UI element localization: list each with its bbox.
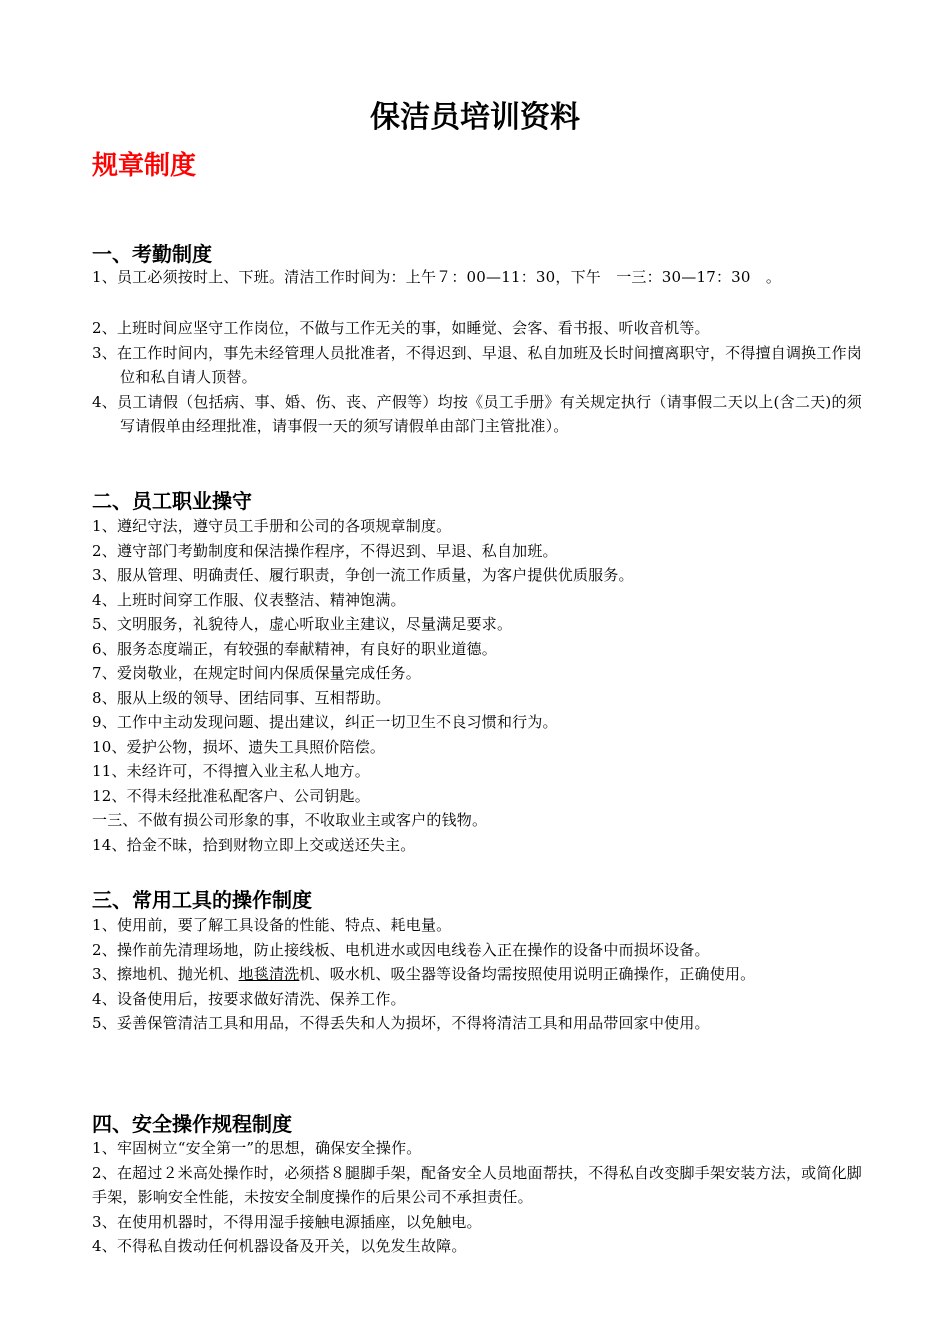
- attendance-rules-list: [92, 265, 862, 290]
- tool-rules-list: [92, 913, 862, 1036]
- list-item: 3、服从管理、明确责任、履行职责，争创一流工作质量，为客户提供优质服务。: [92, 566, 634, 584]
- section-heading-safety-rules: 四、安全操作规程制度: [92, 1112, 292, 1136]
- list-item: 2、在超过２米高处操作时，必须搭８腿脚手架，配备安全人员地面帮扶，不得私自改变脚手架安装方法，或简化脚手架，影响安全性能，未按安全制度操作的后果公司不承担责任。: [92, 1163, 862, 1206]
- section-heading-professional-conduct: 二、员工职业操守: [92, 489, 252, 513]
- safety-rules-list: [92, 1136, 862, 1259]
- document-title: 保洁员培训资料: [370, 100, 580, 135]
- section-heading-tool-operation: 三、常用工具的操作制度: [92, 888, 312, 912]
- list-item: 一三、不做有损公司形象的事，不收取业主或客户的钱物。: [92, 811, 488, 829]
- list-item: 1、遵纪守法，遵守员工手册和公司的各项规章制度。: [92, 517, 452, 535]
- underlined-term: 地毯清洗: [238, 965, 300, 983]
- list-item: 7、爱岗敬业，在规定时间内保质保量完成任务。: [92, 664, 421, 682]
- list-item: 4、员工请假（包括病、事、婚、伤、丧、产假等）均按《员工手册》有关规定执行（请事假二天以上(含二天)的须写请假单由经理批准，请事假一天的须写请假单由部门主管批准）。: [92, 392, 862, 435]
- list-item: 12、不得未经批准私配客户、公司钥匙。: [92, 786, 370, 805]
- list-item: [92, 962, 862, 987]
- list-item-text: 机、吸水机、吸尘器等设备均需按照使用说明正确操作，正确使用。: [299, 965, 756, 983]
- list-item: 3、在使用机器时，不得用湿手接触电源插座，以免触电。: [92, 1212, 482, 1231]
- attendance-rules-list-continued: [92, 316, 862, 439]
- list-item: 1、员工必须按时上、下班。清洁工作时间为：上午７：00—11：30，下午 一三：30—17：30 。: [92, 268, 782, 286]
- list-item: 14、拾金不昧，拾到财物立即上交或送还失主。: [92, 835, 416, 854]
- list-item: 3、在工作时间内，事先未经管理人员批准者，不得迟到、早退、私自加班及长时间擅离职守，不得擅自调换工作岗位和私自请人顶替。: [92, 343, 862, 386]
- list-item: 2、操作前先清理场地，防止接线板、电机进水或因电线卷入正在操作的设备中而损坏设备。: [92, 940, 710, 959]
- section-heading-attendance: 一、考勤制度: [92, 242, 212, 266]
- list-item: 1、牢固树立“安全第一”的思想，确保安全操作。: [92, 1139, 422, 1157]
- list-item: 9、工作中主动发现问题、提出建议，纠正一切卫生不良习惯和行为。: [92, 713, 558, 731]
- conduct-rules-list: [92, 514, 862, 857]
- list-item-text: 3、擦地机、抛光机、: [92, 965, 239, 983]
- list-item: 8、服从上级的领导、团结同事、互相帮助。: [92, 688, 391, 707]
- document-subtitle: 规章制度: [92, 151, 197, 181]
- list-item: 4、上班时间穿工作服、仪表整洁、精神饱满。: [92, 590, 406, 609]
- list-item: 2、上班时间应坚守工作岗位，不做与工作无关的事，如睡觉、会客、看书报、听收音机等。: [92, 319, 710, 337]
- list-item: 5、文明服务，礼貌待人，虚心听取业主建议，尽量满足要求。: [92, 615, 513, 633]
- list-item: 11、未经许可，不得擅入业主私人地方。: [92, 762, 370, 780]
- list-item: 4、设备使用后，按要求做好清洗、保养工作。: [92, 989, 406, 1008]
- list-item: 10、爱护公物，损坏、遗失工具照价陪偿。: [92, 737, 386, 756]
- list-item: 1、使用前，要了解工具设备的性能、特点、耗电量。: [92, 916, 452, 934]
- list-item: 2、遵守部门考勤制度和保洁操作程序，不得迟到、早退、私自加班。: [92, 541, 558, 560]
- list-item: 6、服务态度端正，有较强的奉献精神，有良好的职业道德。: [92, 639, 497, 658]
- list-item: 5、妥善保管清洁工具和用品，不得丢失和人为损坏，不得将清洁工具和用品带回家中使用。: [92, 1014, 710, 1032]
- list-item: 4、不得私自拨动任何机器设备及开关，以免发生故障。: [92, 1237, 467, 1255]
